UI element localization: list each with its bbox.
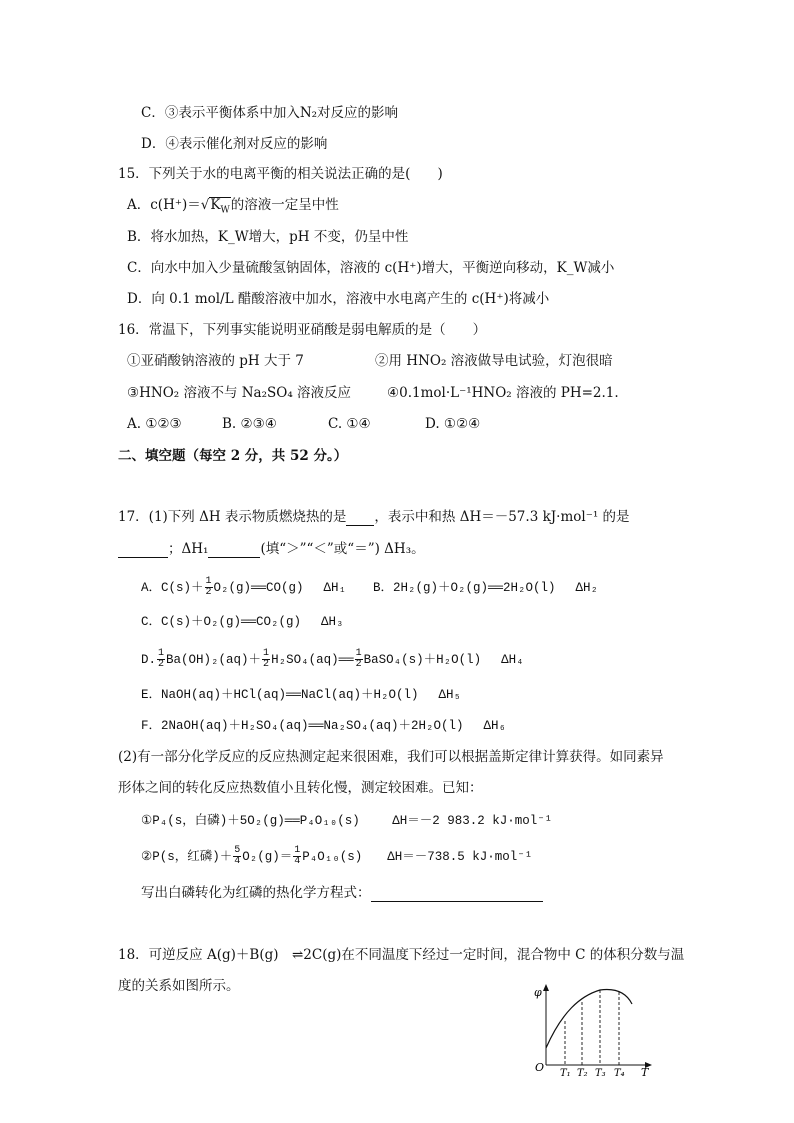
- frac-num: 1: [263, 648, 270, 659]
- frac-den: 2: [158, 659, 165, 670]
- answer-blank-3[interactable]: [208, 543, 260, 558]
- q16-statement-1: ①亚硝酸钠溶液的 pH 大于 7: [127, 353, 304, 369]
- kw-subscript: W: [220, 205, 230, 216]
- q17-d-pre: D.: [141, 652, 157, 667]
- q16-statement-2: ②用 HNO₂ 溶液做导电试验，灯泡很暗: [375, 353, 613, 369]
- frac-num: 1: [355, 648, 362, 659]
- answer-blank-1[interactable]: [346, 511, 374, 526]
- q17-d-post: BaSO₄(s)＋H₂O(l) ΔH₄: [363, 652, 524, 667]
- q17-option-a: [141, 577, 346, 598]
- frac-num: 1: [205, 576, 212, 587]
- fraction-half: [262, 649, 270, 670]
- q17-a-post: O₂(g)══CO(g) ΔH₁: [213, 580, 347, 595]
- sqrt-sign: √: [200, 197, 210, 213]
- q17-r2-post: P₄O₁₀(s) ΔH＝－738.5 kJ·mol⁻¹: [302, 849, 533, 864]
- q17-line-2-a: ；ΔH₁: [168, 541, 209, 557]
- q16-statement-3: ③HNO₂ 溶液不与 Na₂SO₄ 溶液反应: [127, 385, 352, 401]
- origin-label: O: [535, 1061, 545, 1074]
- fraction-one-fourth: [293, 846, 301, 867]
- q14-option-c: C．③表示平衡体系中加入N₂对反应的影响: [141, 105, 399, 121]
- tick-label-t1: T₁: [560, 1068, 571, 1078]
- q17-r2-mid: O₂(g)＝: [242, 849, 293, 864]
- frac-den: 2: [355, 659, 362, 670]
- y-axis-arrow: [543, 984, 549, 991]
- fraction-half: [205, 577, 213, 598]
- q17-prompt: 写出白磷转化为红磷的热化学方程式：: [141, 885, 371, 901]
- frac-num: 1: [294, 845, 301, 856]
- q14-option-d: D．④表示催化剂对反应的影响: [141, 136, 328, 152]
- frac-den: 4: [234, 856, 241, 867]
- frac-num: 1: [158, 648, 165, 659]
- section-heading: 二、填空题（每空 2 分，共 52 分。）: [118, 448, 348, 464]
- q16-statement-4: ④0.1mol·L⁻¹HNO₂ 溶液的 PH=2.1.: [387, 385, 619, 401]
- q16-choice-d: D. ①②④: [425, 416, 481, 432]
- q15-option-a: [127, 196, 339, 218]
- q15-option-c: C．向水中加入少量硫酸氢钠固体，溶液的 c(H⁺)增大，平衡逆向移动，K_W减小: [127, 260, 615, 276]
- q18-line-1: 18．可逆反应 A(g)＋B(g) ⇌2C(g)在不同温度下经过一定时间，混合物中 C 的体积分数与温: [118, 947, 685, 963]
- q17-option-c: C．C(s)＋O₂(g)══CO₂(g) ΔH₃: [141, 615, 344, 629]
- q17-option-f: F．2NaOH(aq)＋H₂SO₄(aq)══Na₂SO₄(aq)＋2H₂O(l) ΔH₆: [141, 719, 507, 733]
- frac-den: 4: [294, 856, 301, 867]
- q17-part2-line-1: (2)有一部分化学反应的反应热测定起来很困难，我们可以根据盖斯定律计算获得。如同素异: [118, 749, 664, 765]
- q15-option-a-prefix: A．c(H⁺)＝: [127, 197, 201, 213]
- fraction-half: [157, 649, 165, 670]
- frac-den: 2: [263, 659, 270, 670]
- q17-prompt-line: [141, 884, 543, 902]
- q17-part2-line-2: 形体之间的转化反应热数值小且转化慢，测定较困难。已知：: [118, 780, 483, 796]
- fraction-half: [355, 649, 363, 670]
- frac-num: 5: [234, 845, 241, 856]
- q18-line-2: 度的关系如图所示。: [118, 978, 240, 994]
- frac-den: 2: [205, 587, 212, 598]
- q17-option-e: E．NaOH(aq)＋HCl(aq)══NaCl(aq)＋H₂O(l) ΔH₅: [141, 688, 462, 702]
- q17-line-1-a: 17．(1)下列 ΔH 表示物质燃烧热的是: [118, 509, 347, 525]
- q15-option-d: D．向 0.1 mol/L 醋酸溶液中加水，溶液中水电离产生的 c(H⁺)将减小: [127, 291, 550, 307]
- q15-option-a-suffix: 的溶液一定呈中性: [230, 197, 339, 213]
- q17-line-2-b: (填“＞”“＜”或“＝”) ΔH₃。: [260, 541, 425, 557]
- x-axis-label: T: [641, 1066, 649, 1078]
- q17-option-b: B．2H₂(g)＋O₂(g)══2H₂O(l) ΔH₂: [373, 581, 599, 595]
- fraction-five-fourths: [233, 846, 241, 867]
- q16-choice-a: A. ①②③: [127, 416, 182, 432]
- q17-a-pre: A．C(s)＋: [141, 580, 204, 595]
- q17-reaction-2: [141, 846, 532, 867]
- answer-blank-equation[interactable]: [371, 887, 543, 902]
- q15-option-b: B．将水加热，K_W增大，pH 不变，仍呈中性: [127, 229, 409, 245]
- tick-label-t3: T₃: [595, 1068, 606, 1078]
- y-axis-label: φ: [534, 986, 542, 999]
- q16-stem: 16．常温下，下列事实能说明亚硝酸是弱电解质的是（ ）: [118, 322, 487, 338]
- q17-d-mid2: H₂SO₄(aq)══: [271, 652, 354, 667]
- q17-d-mid1: Ba(OH)₂(aq)＋: [166, 652, 262, 667]
- tick-label-t2: T₂: [577, 1068, 588, 1078]
- answer-blank-2[interactable]: [118, 543, 168, 558]
- q17-reaction-1: ①P₄(s，白磷)＋5O₂(g)══P₄O₁₀(s) ΔH＝－2 983.2 kJ·mol⁻¹: [141, 814, 553, 828]
- temperature-graph: [530, 982, 660, 1078]
- q17-line-2: [118, 540, 425, 558]
- q16-choice-b: B. ②③④: [222, 416, 277, 432]
- q17-r2-pre: ②P(s，红磷)＋: [141, 849, 233, 864]
- q16-choice-c: C. ①④: [328, 416, 371, 432]
- q17-line-1-b: ，表示中和热 ΔH＝－57.3 kJ·mol⁻¹ 的是: [374, 509, 630, 525]
- q17-option-d: [141, 649, 524, 670]
- kw-k: K: [210, 197, 221, 213]
- q15-stem: 15．下列关于水的电离平衡的相关说法正确的是( ): [118, 166, 443, 182]
- sqrt-radicand: [209, 197, 230, 218]
- tick-label-t4: T₄: [614, 1068, 625, 1078]
- q17-line-1: [118, 508, 630, 526]
